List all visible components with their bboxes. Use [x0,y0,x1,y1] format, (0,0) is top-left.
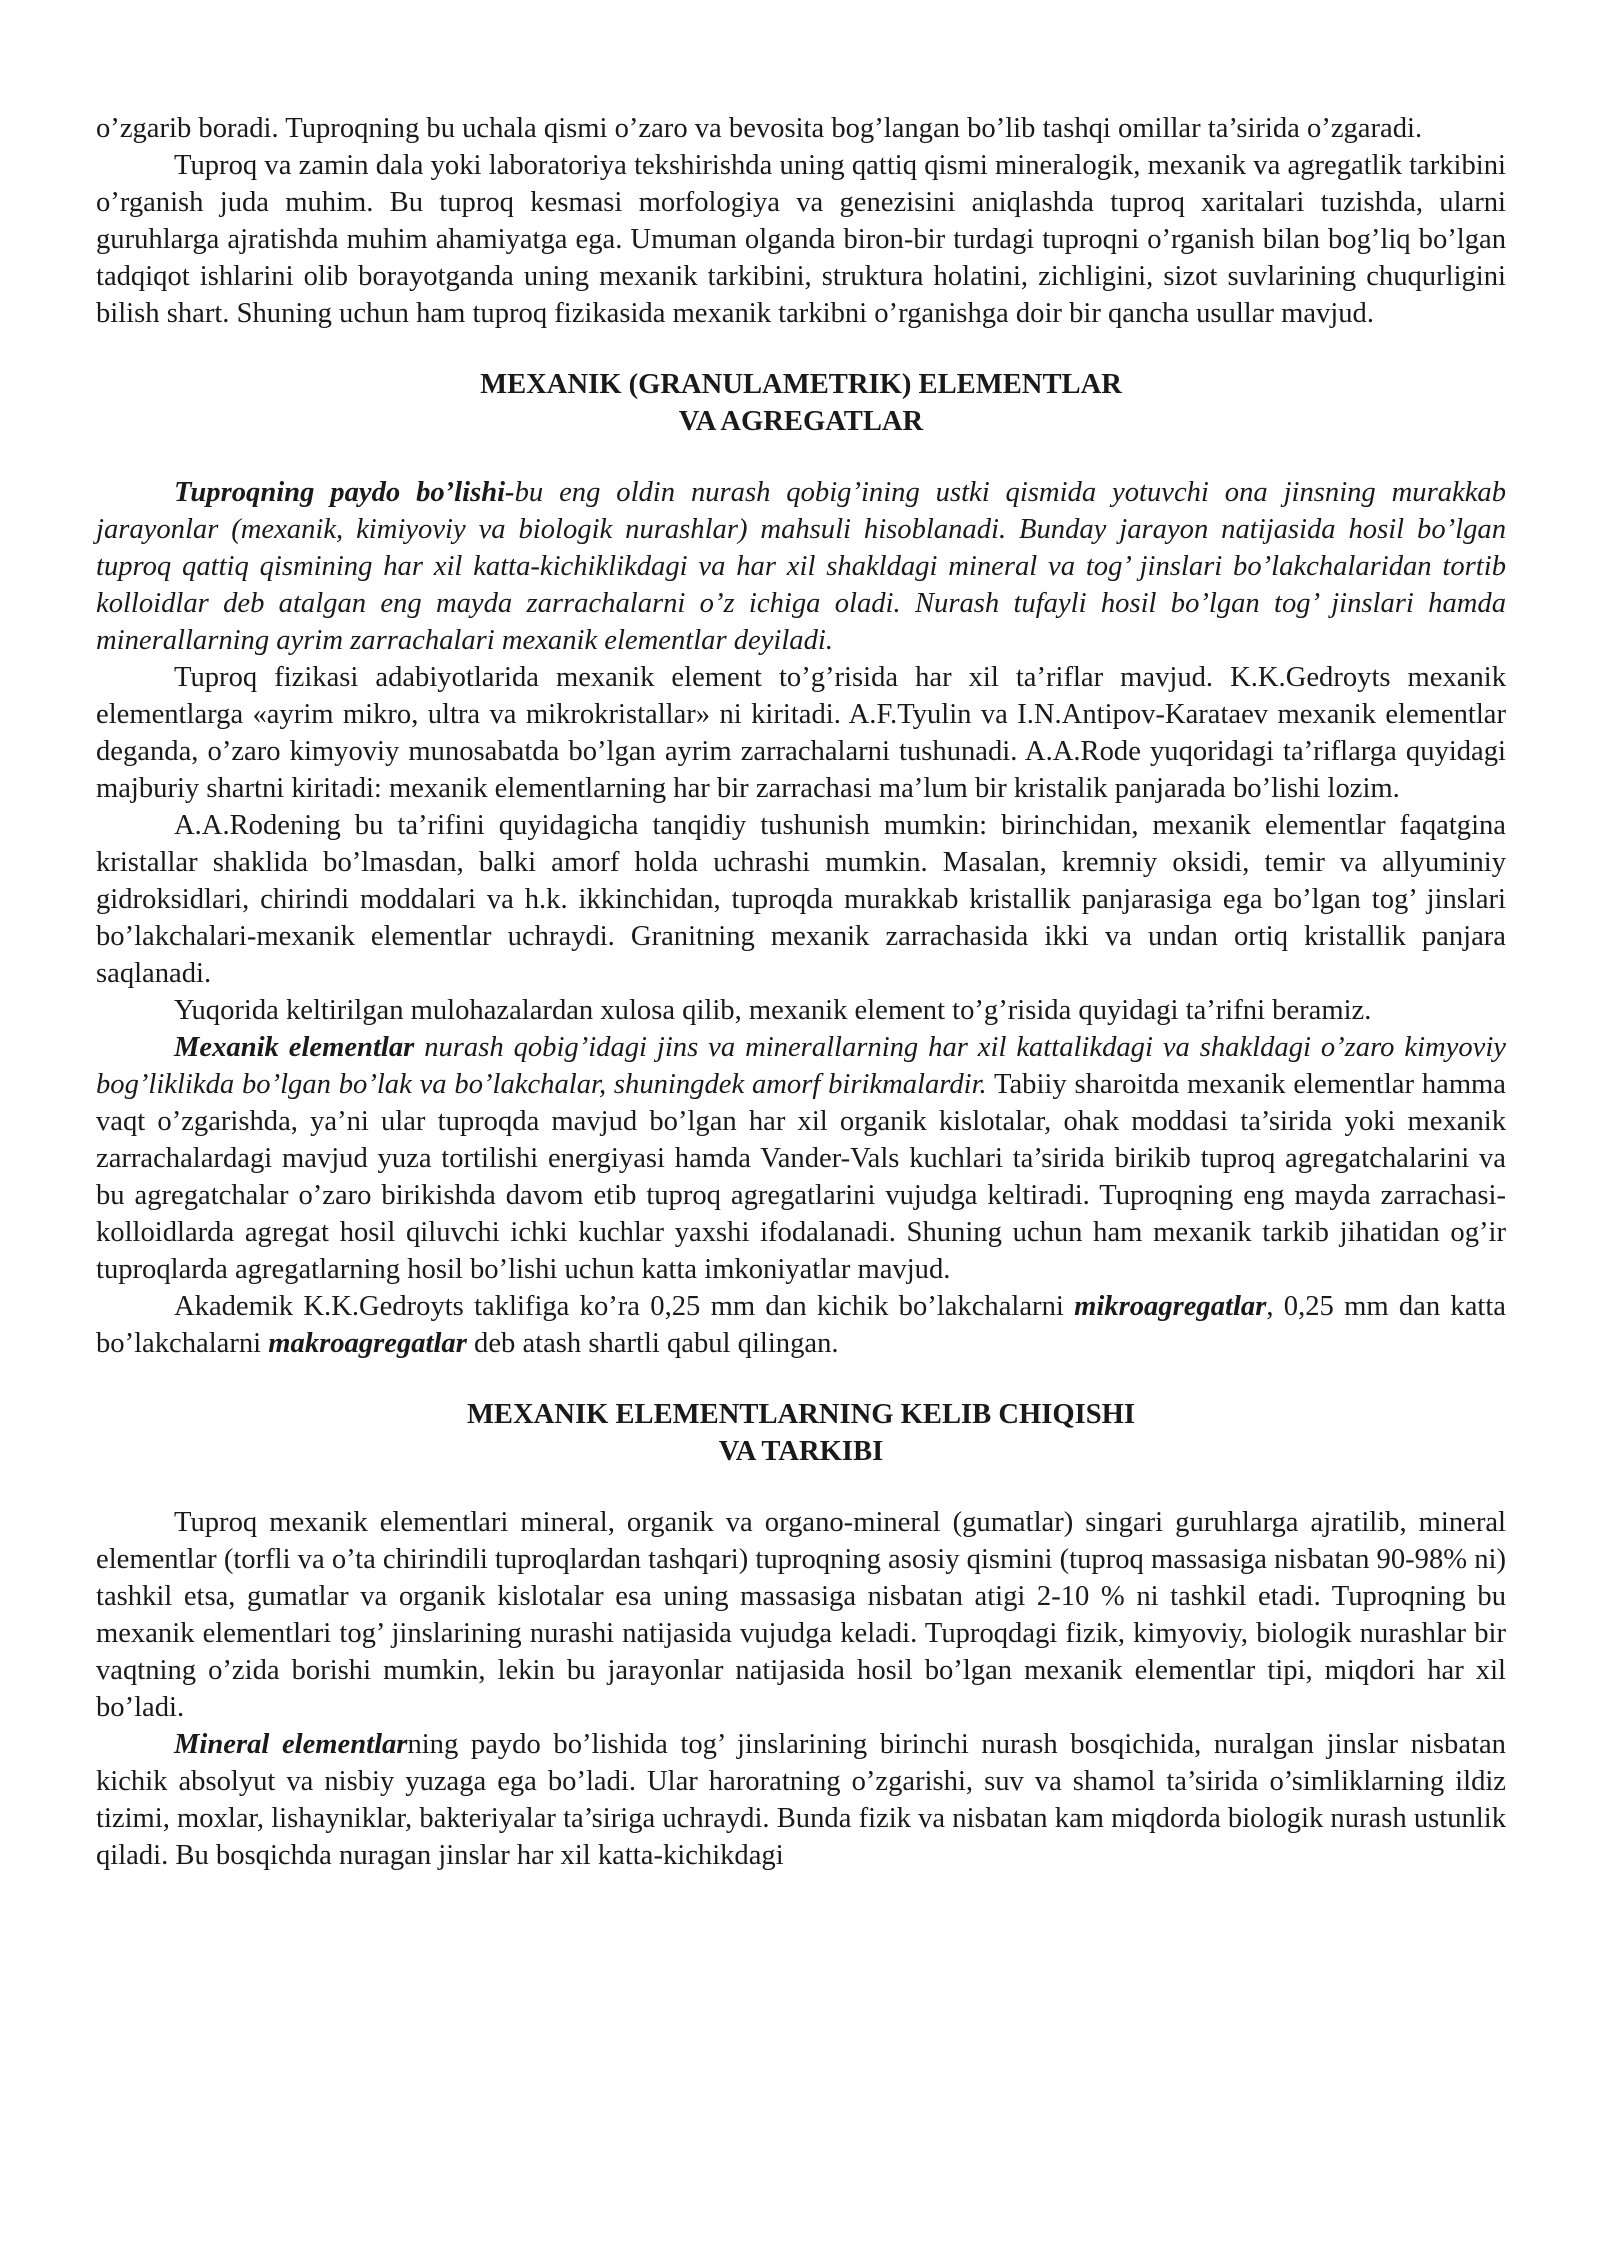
paragraph-aggregates [96,1288,1506,1362]
paragraph-definitions: Tuproq fizikasi adabiyotlarida mexanik element to’g’risida har xil ta’riflar mavjud. K.K.Gedroyts mexanik elementlarga «ayrim mikro, ultra va mikrokristallar» ni kiritadi. A.F.Tyulin va I.N.Antipov-Karataev mexanik elementlar deganda, o’zaro kimyoviy munosabatda bo’lgan ayrim zarrachalarni tushunadi. A.A.Rode yuqoridagi ta’riflarga quyidagi majburiy shartni kiritadi: mexanik elementlarning har bir zarrachasi ma’lum bir kristalik panjarada bo’lishi lozim. [96,662,1506,804]
term-bold: Tuproqning paydo bo’lishi- [174,477,515,508]
paragraph-intro: Tuproq va zamin dala yoki laboratoriya tekshirishda uning qattiq qismi mineralogik, mexanik va agregatlik tarkibini o’rganish juda muhim. Bu tuproq kesmasi morfologiya va genezisini aniqlashda tuproq xaritalari tuzishda, ularni guruhlarga ajratishda muhim ahamiyatga ega. Umuman olganda biron-bir turdagi tuproqni o’rganish bilan bog’liq bo’lgan tadqiqot ishlarini olib borayotganda uning mexanik tarkibini, struktura holatini, zichligini, sizot suvlarining chuqurligini bilish shart. Shuning uchun ham tuproq fizikasida mexanik tarkibni o’rganishga doir bir qancha usullar mavjud. [96,150,1506,329]
document-page [96,110,1506,1874]
definition-text: bu eng oldin nurash qobig’ining ustki qismida yotuvchi ona jinsning murakkab jarayonlar (mexanik, kimiyoviy va biologik nurashlar) mahsuli hisoblanadi. Bunday jarayon natijasida hosil bo’lgan tuproq qattiq qismining har xil katta-kichiklikdagi va har xil shakldagi mineral va tog’ jinslari bo’lakchalaridan tortib kolloidlar deb atalgan eng mayda zarrachalarni o’z ichiga oladi. Nurash tufayli hosil bo’lgan tog’ jinslari hamda minerallarning ayrim zarrachalari mexanik elementlar deyiladi. [96,477,1506,656]
body-text: Akademik K.K.Gedroyts taklifiga ko’ra 0,25 mm dan kichik bo’lakchalarni [174,1291,1075,1322]
paragraph-soil-formation [96,474,1506,659]
body-text: Tabiiy sharoitda mexanik elementlar hamma vaqt o’zgarishda, ya’ni ular tuproqda mavjud bo’lgan har xil organik kislotalar, ohak moddasi ta’sirida yoki mexanik zarrachalardagi mavjud yuza tortilishi energiyasi hamda Vander-Vals kuchlari ta’sirida birikib tuproq agregatchalarini va bu agregatchalar o’zaro birikishda davom etib tuproq agregatlarini vujudga keltiradi. Tuproqning eng mayda zarrachasi-kolloidlarda agregat hosil qiluvchi ichki kuchlar yaxshi ifodalanadi. Shuning uchun ham mexanik tarkib jihatidan og’ir tuproqlarda agregatlarning hosil bo’lishi uchun katta imkoniyatlar mavjud. [96,1069,1506,1285]
paragraph-conclusion: Yuqorida keltirilgan mulohazalardan xulosa qilib, mexanik element to’g’risida quyidagi ta’rifni beramiz. [174,995,1372,1026]
term-bold: makroagregatlar [268,1328,467,1359]
body-text: , 0,25 mm dan katta bo’lakchalarni [96,1291,1507,1359]
term-bold: Mexanik elementlar [174,1032,415,1063]
definition-text: nurash qobig’idagi jins va minerallarning har xil kattalikdagi va shakldagi o’zaro kimyoviy bog’liklikda bo’lgan bo’lak va bo’lakchalar, shuningdek amorf birikmalardir. [96,1032,1506,1100]
body-text: ning paydo bo’lishida tog’ jinslarining birinchi nurash bosqichida, nuralgan jinslar nisbatan kichik absolyut va nisbiy yuzaga ega bo’ladi. Ular haroratning o’zgarishi, suv va shamol ta’sirida o’simliklarning ildiz tizimi, moxlar, lishayniklar, bakteriyalar ta’siriga uchraydi. Bunda fizik va nisbatan kam miqdorda biologik nurash ustunlik qiladi. Bu bosqichda nuragan jinslar har xil katta-kichikdagi [96,1729,1506,1871]
paragraph-critique: A.A.Rodening bu ta’rifini quyidagicha tanqidiy tushunish mumkin: birinchidan, mexanik elementlar faqatgina kristallar shaklida bo’lmasdan, balki amorf holda uchrashi mumkin. Masalan, kremniy oksidi, temir va allyuminiy gidroksidlari, chirindi moddalari va h.k. ikkinchidan, tuproqda murakkab kristallik panjarasiga ega bo’lgan tog’ jinslari bo’lakchalari-mexanik elementlar uchraydi. Granitning mexanik zarrachasida ikki va undan ortiq kristallik panjara saqlanadi. [96,810,1506,989]
heading-line: MEXANIK (GRANULAMETRIK) ELEMENTLAR [480,369,1122,400]
paragraph-mineral-elements [96,1726,1506,1874]
paragraph-composition: Tuproq mexanik elementlari mineral, organik va organo-mineral (gumatlar) singari guruhlarga ajratilib, mineral elementlar (torfli va o’ta chirindili tuproqlardan tashqari) tuproqning asosiy qismini (tuproq massasiga nisbatan 90-98% ni) tashkil etsa, gumatlar va organik kislotalar esa uning massasiga nisbatan atigi 2-10 % ni tashkil etadi. Tuproqning bu mexanik elementlari tog’ jinslarining nurashi natijasida vujudga keladi. Tuproqdagi fizik, kimyoviy, biologik nurashlar bir vaqtning o’zida borishi mumkin, lekin bu jarayonlar natijasida hosil bo’lgan mexanik elementlar tipi, miqdori har xil bo’ladi. [96,1507,1506,1723]
heading-line: VA AGREGATLAR [678,406,924,437]
section-heading-origin [96,1396,1506,1470]
heading-line: VA TARKIBI [718,1436,884,1467]
paragraph-continuation: o’zgarib boradi. Tuproqning bu uchala qismi o’zaro va bevosita bog’langan bo’lib tashqi omillar ta’sirida o’zgaradi. [96,113,1423,144]
section-heading-granulometric [96,366,1506,440]
heading-line: MEXANIK ELEMENTLARNING KELIB CHIQISHI [466,1399,1136,1430]
term-bold: Mineral elementlar [174,1729,408,1760]
term-bold: mikroagregatlar [1074,1291,1267,1322]
paragraph-mechanical-elements [96,1029,1506,1288]
body-text: deb atash shartli qabul qilingan. [466,1328,839,1359]
